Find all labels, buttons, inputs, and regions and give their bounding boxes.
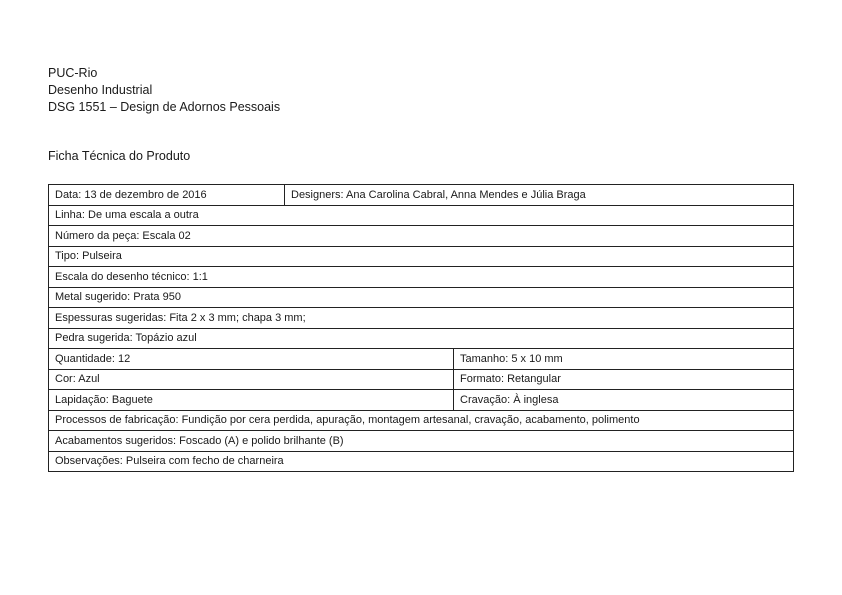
table-row: [49, 267, 794, 288]
stone-cell: Pedra sugerida: Topázio azul: [49, 328, 794, 349]
table-row: [49, 369, 794, 390]
institution-name: PUC-Rio: [48, 66, 98, 80]
format-cell: Formato: Retangular: [454, 369, 794, 390]
observations-cell: Observações: Pulseira com fecho de charneira: [49, 451, 794, 472]
processes-cell: Processos de fabricação: Fundição por cera perdida, apuração, montagem artesanal, cravação, acabamento, polimento: [49, 410, 794, 431]
table-row: [49, 246, 794, 267]
quantity-cell: Quantidade: 12: [49, 349, 454, 370]
table-row: [49, 451, 794, 472]
table-row: [49, 328, 794, 349]
thickness-cell: Espessuras sugeridas: Fita 2 x 3 mm; chapa 3 mm;: [49, 308, 794, 329]
document-header: [48, 65, 280, 116]
table-row: [49, 185, 794, 206]
finishes-cell: Acabamentos sugeridos: Foscado (A) e polido brilhante (B): [49, 431, 794, 452]
setting-cell: Cravação: À inglesa: [454, 390, 794, 411]
table-row: [49, 205, 794, 226]
designers-cell: Designers: Ana Carolina Cabral, Anna Mendes e Júlia Braga: [285, 185, 794, 206]
department-name: Desenho Industrial: [48, 83, 153, 97]
table-row: [49, 410, 794, 431]
line-cell: Linha: De uma escala a outra: [49, 205, 794, 226]
product-spec-table: [48, 184, 794, 472]
type-cell: Tipo: Pulseira: [49, 246, 794, 267]
table-row: [49, 287, 794, 308]
scale-cell: Escala do desenho técnico: 1:1: [49, 267, 794, 288]
sheet-title: Ficha Técnica do Produto: [48, 149, 191, 163]
course-name: DSG 1551 – Design de Adornos Pessoais: [48, 100, 281, 114]
table-row: [49, 226, 794, 247]
table-row: [49, 308, 794, 329]
date-cell: Data: 13 de dezembro de 2016: [49, 185, 285, 206]
cut-cell: Lapidação: Baguete: [49, 390, 454, 411]
table-row: [49, 431, 794, 452]
metal-cell: Metal sugerido: Prata 950: [49, 287, 794, 308]
size-cell: Tamanho: 5 x 10 mm: [454, 349, 794, 370]
color-cell: Cor: Azul: [49, 369, 454, 390]
table-row: [49, 349, 794, 370]
piece-number-cell: Número da peça: Escala 02: [49, 226, 794, 247]
table-row: [49, 390, 794, 411]
